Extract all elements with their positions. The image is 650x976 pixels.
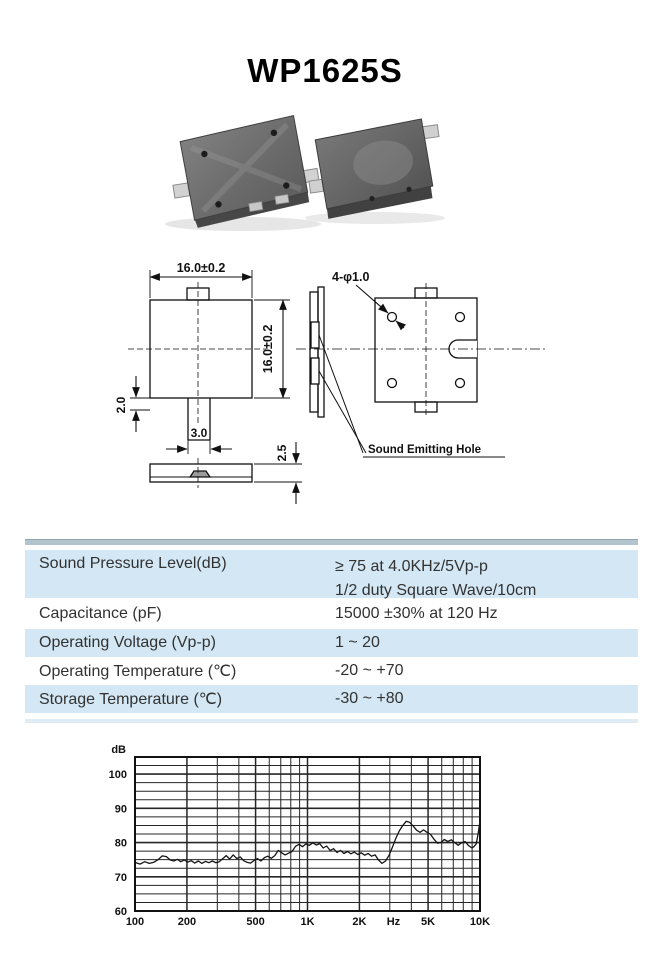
x-tick-label: 100: [125, 916, 145, 928]
solder-tab: [422, 125, 439, 139]
dim-height-label: 16.0±0.2: [261, 324, 275, 374]
sound-hole: [388, 313, 397, 322]
profile-dome: [190, 471, 210, 477]
dim-pad-label: 2.0: [114, 396, 128, 414]
x-tick-label: 500: [246, 916, 265, 928]
spec-value-line: -30 ~ +80: [335, 690, 404, 707]
spec-value: [335, 602, 638, 626]
frequency-response-chart: [0, 735, 650, 950]
y-tick-label: 90: [114, 803, 127, 816]
spec-label: Capacitance (pF): [39, 604, 162, 622]
edge-notch: [249, 202, 263, 212]
photo-shadow: [305, 212, 445, 224]
side-view-pad: [311, 358, 319, 384]
sound-hole-callout: Sound Emitting Hole: [368, 444, 482, 456]
spec-value-line: 1/2 duty Square Wave/10cm: [335, 582, 537, 599]
spec-row: [25, 629, 638, 657]
dim-width-label: 16.0±0.2: [176, 261, 226, 275]
solder-tab: [309, 179, 324, 193]
spec-value-line: ≥ 75 at 4.0KHz/5Vp-p: [335, 558, 488, 575]
photo-shadow: [165, 217, 321, 231]
page-title: WP1625S: [247, 52, 403, 89]
hole-leader: [356, 285, 388, 313]
spec-value-line: 1 ~ 20: [335, 634, 380, 651]
y-tick-label: 70: [114, 871, 127, 884]
x-tick-label: 10K: [469, 916, 491, 928]
spec-label: Operating Temperature (℃): [39, 663, 237, 680]
product-photos: [0, 108, 650, 243]
hole-leader: [396, 321, 404, 328]
y-tick-label: 100: [108, 769, 127, 782]
dim-tab-label: 3.0: [190, 426, 208, 440]
spec-label: Operating Voltage (Vp-p): [39, 634, 216, 651]
sound-hole: [388, 379, 397, 388]
spec-label: Storage Temperature (℃): [39, 691, 223, 708]
x-tick-label: 5K: [421, 916, 436, 928]
x-tick-label: 1K: [300, 916, 315, 928]
side-view-frame: [318, 287, 324, 417]
side-view-body: [310, 292, 318, 412]
holes-dim-label: 4-φ1.0: [332, 270, 370, 284]
spec-value: [335, 659, 638, 683]
product-photo-left: [165, 113, 323, 231]
x-tick-label: Hz: [386, 916, 401, 928]
side-view-pad: [311, 322, 319, 348]
spec-value: [335, 687, 638, 711]
y-tick-label: 80: [114, 837, 127, 850]
x-tick-label: 2K: [352, 916, 367, 928]
x-tick-label: 200: [177, 916, 197, 928]
table-bottom-divider: [25, 719, 638, 723]
y-axis-unit: dB: [111, 744, 126, 756]
product-photo-right: [303, 117, 449, 221]
y-tick-label: 60: [114, 906, 127, 918]
spec-value: [335, 550, 638, 603]
spec-table: [25, 550, 638, 713]
spec-row: [25, 685, 638, 713]
spec-row: [25, 550, 638, 598]
spec-value: [335, 631, 638, 655]
edge-notch: [275, 194, 289, 204]
spec-value-line: -20 ~ +70: [335, 662, 404, 679]
spec-row: [25, 657, 638, 685]
spec-label: Sound Pressure Level(dB): [39, 555, 227, 572]
dim-thickness-label: 2.5: [275, 444, 289, 462]
sound-hole: [456, 379, 465, 388]
sound-hole: [456, 313, 465, 322]
callout-leader: [319, 371, 366, 453]
solder-tab: [173, 183, 190, 198]
table-top-divider: [25, 539, 638, 545]
dimension-drawings: [0, 250, 650, 540]
spec-value-line: 15000 ±30% at 120 Hz: [335, 604, 498, 622]
spec-row: [25, 598, 638, 629]
